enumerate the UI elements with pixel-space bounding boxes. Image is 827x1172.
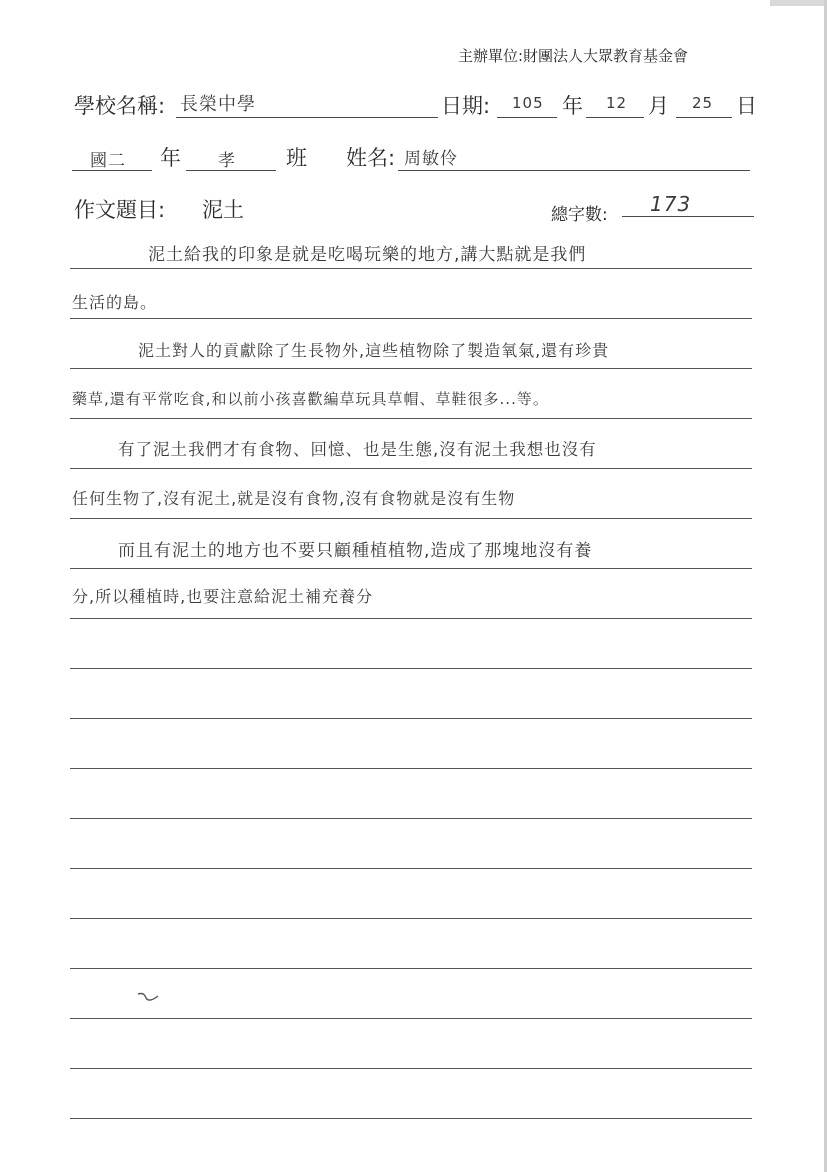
stray-pen-mark <box>136 990 162 1006</box>
class-label: 班 <box>286 146 307 170</box>
date-month-underline <box>586 117 644 118</box>
essay-line: 任何生物了,沒有泥土,就是沒有食物,沒有食物就是沒有生物 <box>72 489 516 508</box>
essay-line: 分,所以種植時,也要注意給泥土補充養分 <box>72 587 374 606</box>
class-value: 孝 <box>218 151 236 171</box>
topic-label: 作文題目: <box>74 198 166 222</box>
ruled-line <box>70 368 752 369</box>
essay-line: 泥土給我的印象是就是吃喝玩樂的地方,講大點就是我們 <box>148 245 587 265</box>
ruled-line <box>70 868 752 869</box>
ruled-line <box>70 1068 752 1069</box>
essay-line: 泥土對人的貢獻除了生長物外,這些植物除了製造氧氣,還有珍貴 <box>138 341 610 360</box>
class-underline <box>186 170 276 171</box>
wordcount-underline <box>622 216 754 217</box>
ruled-line <box>70 268 752 269</box>
school-value: 長榮中學 <box>180 94 256 115</box>
ruled-line <box>70 568 752 569</box>
month-label: 月 <box>648 94 669 118</box>
date-label: 日期: <box>441 94 491 118</box>
name-label: 姓名: <box>346 146 396 170</box>
ruled-line <box>70 718 752 719</box>
ruled-line <box>70 668 752 669</box>
ruled-line <box>70 918 752 919</box>
school-underline <box>176 117 438 118</box>
ruled-line <box>70 818 752 819</box>
wordcount-label: 總字數: <box>551 205 608 225</box>
grade-value: 國二 <box>90 151 126 171</box>
name-value: 周敏伶 <box>404 149 458 169</box>
name-underline <box>398 170 750 171</box>
date-day-underline <box>676 117 732 118</box>
date-month-value: 12 <box>606 94 628 112</box>
ruled-line <box>70 968 752 969</box>
grade-label: 年 <box>160 146 181 170</box>
year-label: 年 <box>562 94 583 118</box>
essay-line: 有了泥土我們才有食物、回憶、也是生態,沒有泥土我想也沒有 <box>118 440 597 459</box>
essay-line: 藥草,還有平常吃食,和以前小孩喜歡編草玩具草帽、草鞋很多...等。 <box>72 390 549 408</box>
ruled-line <box>70 1018 752 1019</box>
scan-edge-top <box>770 0 827 6</box>
ruled-line <box>70 518 752 519</box>
ruled-line <box>70 468 752 469</box>
essay-line: 而且有泥土的地方也不要只顧種植植物,造成了那塊地沒有養 <box>118 541 593 561</box>
essay-line: 生活的島。 <box>72 293 158 312</box>
day-label: 日 <box>736 94 757 118</box>
ruled-line <box>70 768 752 769</box>
ruled-line <box>70 1118 752 1119</box>
date-year-value: 105 <box>512 94 544 112</box>
ruled-line <box>70 318 752 319</box>
grade-underline <box>72 170 152 171</box>
organizer-text: 主辦單位:財團法人大眾教育基金會 <box>458 47 689 65</box>
ruled-line <box>70 418 752 419</box>
topic-value: 泥土 <box>202 198 244 222</box>
ruled-line <box>70 618 752 619</box>
school-label: 學校名稱: <box>74 94 166 118</box>
wordcount-value: 173 <box>650 192 692 216</box>
date-year-underline <box>497 117 557 118</box>
date-day-value: 25 <box>692 94 714 112</box>
